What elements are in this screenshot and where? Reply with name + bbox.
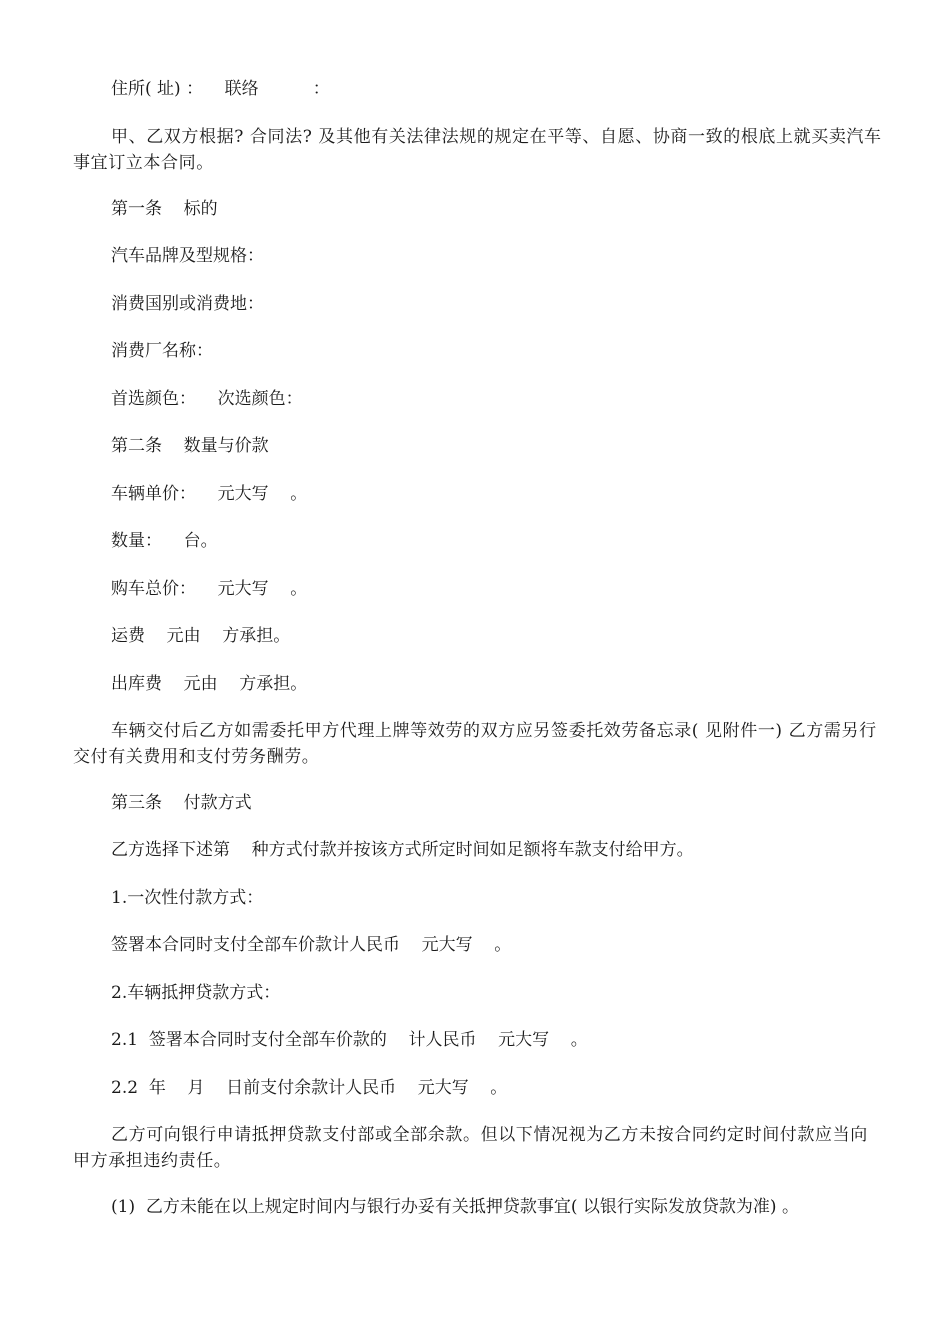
payment-choice-line: 乙方选择下述第 种方式付款并按该方式所定时间如足额将车款支付给甲方。 [111, 840, 694, 860]
warehouse-fee-line: 出库费 元由 方承担。 [111, 674, 308, 694]
preamble-paragraph: 甲、乙双方根据? 合同法? 及其他有关法律法规的规定在平等、自愿、协商一致的根底上就买卖汽车事宜订立本合同。 [73, 127, 882, 173]
manufacturer-name-line: 消费厂名称： [111, 341, 213, 361]
bank-loan-paragraph: 乙方可向银行申请抵押贷款支付部或全部余款。但以下情况视为乙方未按合同约定时间付款应当向甲方承担违约责任。 [73, 1125, 868, 1171]
article-2-heading: 第二条 数量与价款 [111, 436, 269, 456]
car-brand-model-line: 汽车品牌及型规格： [111, 246, 264, 266]
freight-line: 运费 元由 方承担。 [111, 626, 291, 646]
delivery-service-paragraph: 车辆交付后乙方如需委托甲方代理上牌等效劳的双方应另签委托效劳备忘录( 见附件一) 乙方需另行交付有关费用和支付劳务酬劳。 [73, 721, 877, 767]
country-of-origin-line: 消费国别或消费地： [111, 294, 264, 314]
unit-price-line: 车辆单价： 元大写 。 [111, 484, 308, 504]
lump-sum-heading: 1.一次性付款方式： [111, 888, 264, 908]
clause-2-2-line: 2.2 年 月 日前支付余款计人民币 元大写 。 [111, 1078, 508, 1098]
quantity-line: 数量： 台。 [111, 531, 218, 551]
breach-item-1-line: (1) 乙方未能在以上规定时间内与银行办妥有关抵押贷款事宜( 以银行实际发放贷款为准) 。 [111, 1197, 799, 1217]
color-preference-line: 首选颜色： 次选颜色： [111, 389, 303, 409]
article-3-heading: 第三条 付款方式 [111, 793, 252, 813]
article-1-heading: 第一条 标的 [111, 199, 218, 219]
total-price-line: 购车总价： 元大写 。 [111, 579, 308, 599]
lump-sum-detail-line: 签署本合同时支付全部车价款计人民币 元大写 。 [111, 935, 512, 955]
clause-2-1-line: 2.1 签署本合同时支付全部车价款的 计人民币 元大写 。 [111, 1030, 588, 1050]
mortgage-loan-heading: 2.车辆抵押贷款方式： [111, 983, 281, 1003]
address-contact-line: 住所( 址) ： 联络 ： [111, 79, 330, 99]
